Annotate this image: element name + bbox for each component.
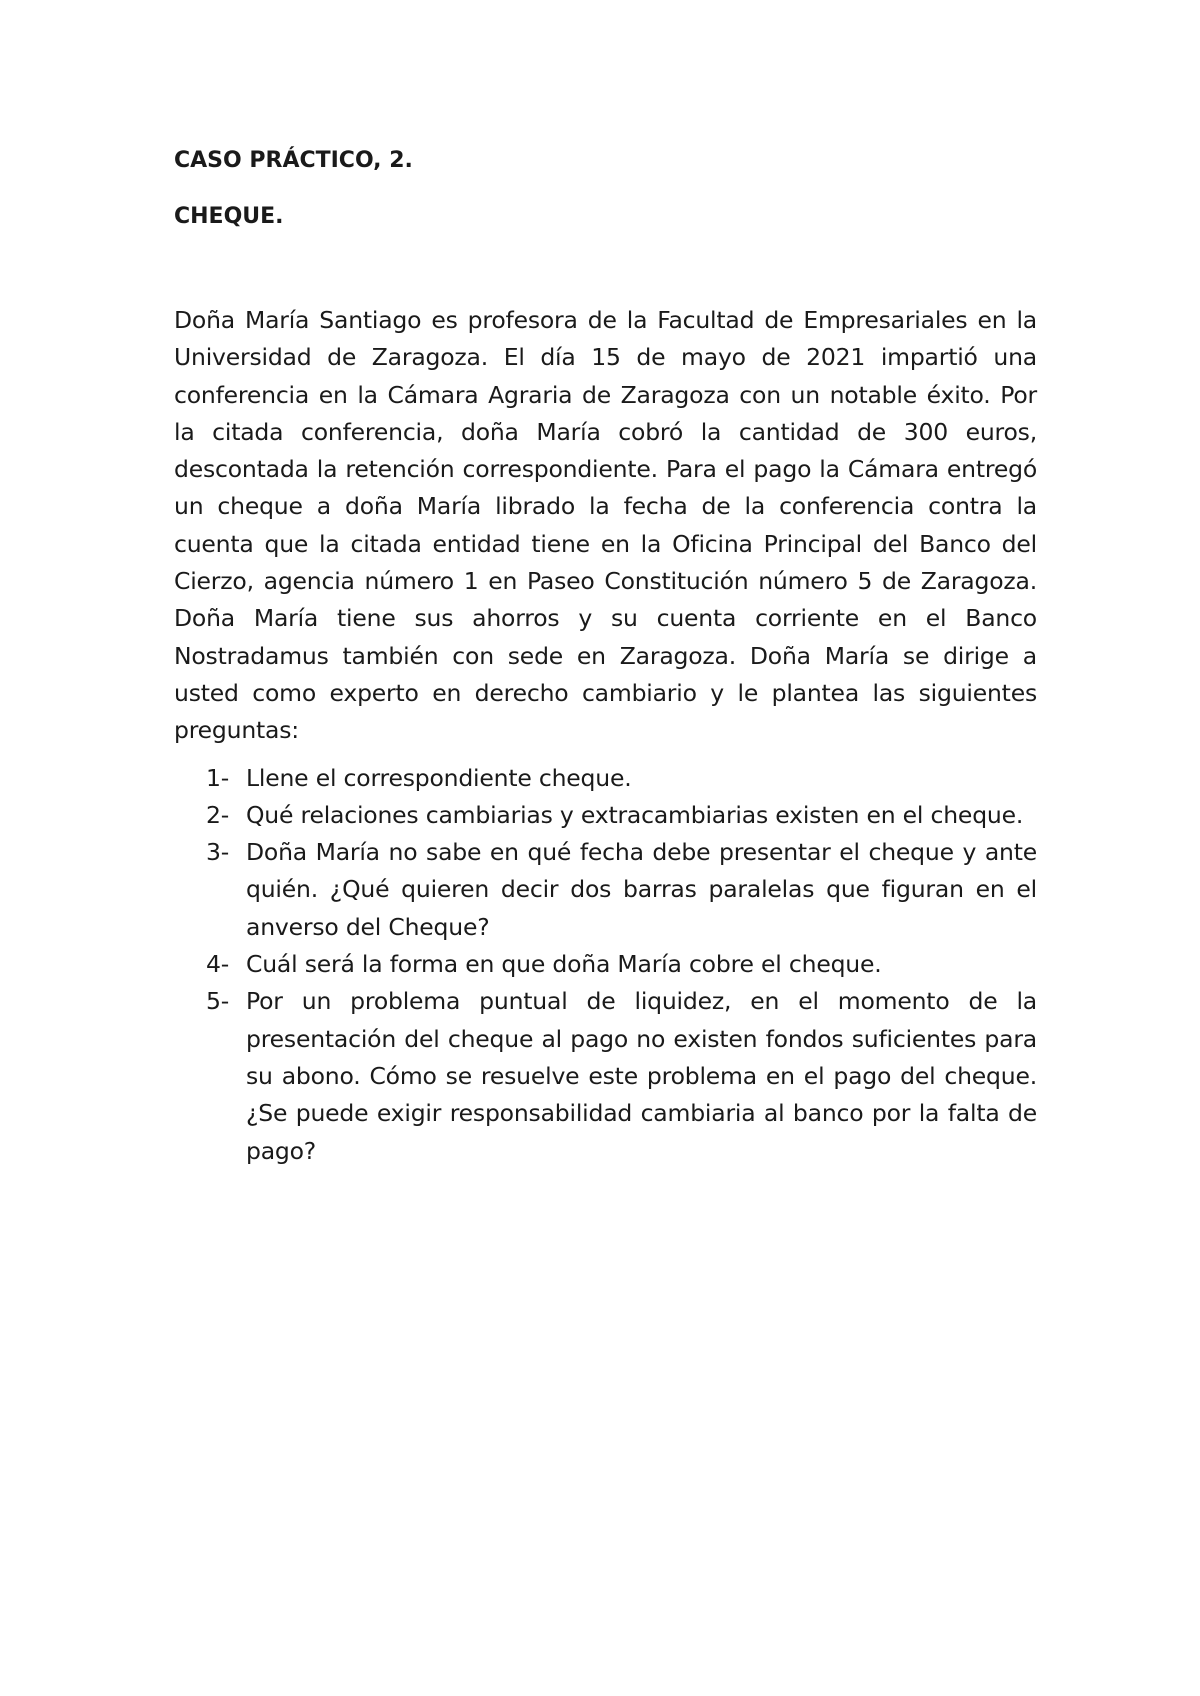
question-item bbox=[174, 946, 1037, 983]
question-item bbox=[174, 760, 1037, 797]
question-number: 3- bbox=[206, 838, 230, 867]
document-body bbox=[174, 146, 1037, 1170]
question-number: 1- bbox=[206, 763, 230, 792]
questions-list bbox=[174, 760, 1037, 1170]
question-item bbox=[174, 834, 1037, 946]
case-statement-paragraph: Doña María Santiago es profesora de la Facultad de Empresariales en la Universidad de Zaragoza. El día 15 de mayo de 2021 impartió una conferencia en la Cámara Agraria de Zaragoza con un notable éxito. Por la citada conferencia, doña María cobró la cantidad de 300 euros, descontada la retención correspondiente. Para el pago la Cámara entregó un cheque a doña María librado la fecha de la conferencia contra la cuenta que la citada entidad tiene en la Oficina Principal del Banco del Cierzo, agencia número 1 en Paseo Constitución número 5 de Zaragoza. Doña María tiene sus ahorros y su cuenta corriente en el Banco Nostradamus también con sede en Zaragoza. Doña María se dirige a usted como experto en derecho cambiario y le plantea las siguientes preguntas: bbox=[174, 306, 1037, 745]
question-text: Qué relaciones cambiarias y extracambiarias existen en el cheque. bbox=[246, 800, 1024, 829]
question-text: Cuál será la forma en que doña María cobre el cheque. bbox=[246, 950, 882, 979]
question-number: 2- bbox=[206, 800, 230, 829]
question-number: 5- bbox=[206, 987, 230, 1016]
case-subtitle: CHEQUE. bbox=[174, 204, 284, 229]
question-item bbox=[174, 983, 1037, 1169]
question-number: 4- bbox=[206, 950, 230, 979]
question-text: Por un problema puntual de liquidez, en el momento de la presentación del cheque al pago no existen fondos suficientes para su abono. Cómo se resuelve este problema en el pago del cheque. ¿Se puede exigir responsabilidad cambiaria al banco por la falta de pago? bbox=[246, 987, 1037, 1165]
question-text: Doña María no sabe en qué fecha debe presentar el cheque y ante quién. ¿Qué quieren decir dos barras paralelas que figuran en el anverso del Cheque? bbox=[246, 838, 1037, 941]
question-text: Llene el correspondiente cheque. bbox=[246, 763, 632, 792]
question-item bbox=[174, 797, 1037, 834]
case-title: CASO PRÁCTICO, 2. bbox=[174, 148, 413, 173]
